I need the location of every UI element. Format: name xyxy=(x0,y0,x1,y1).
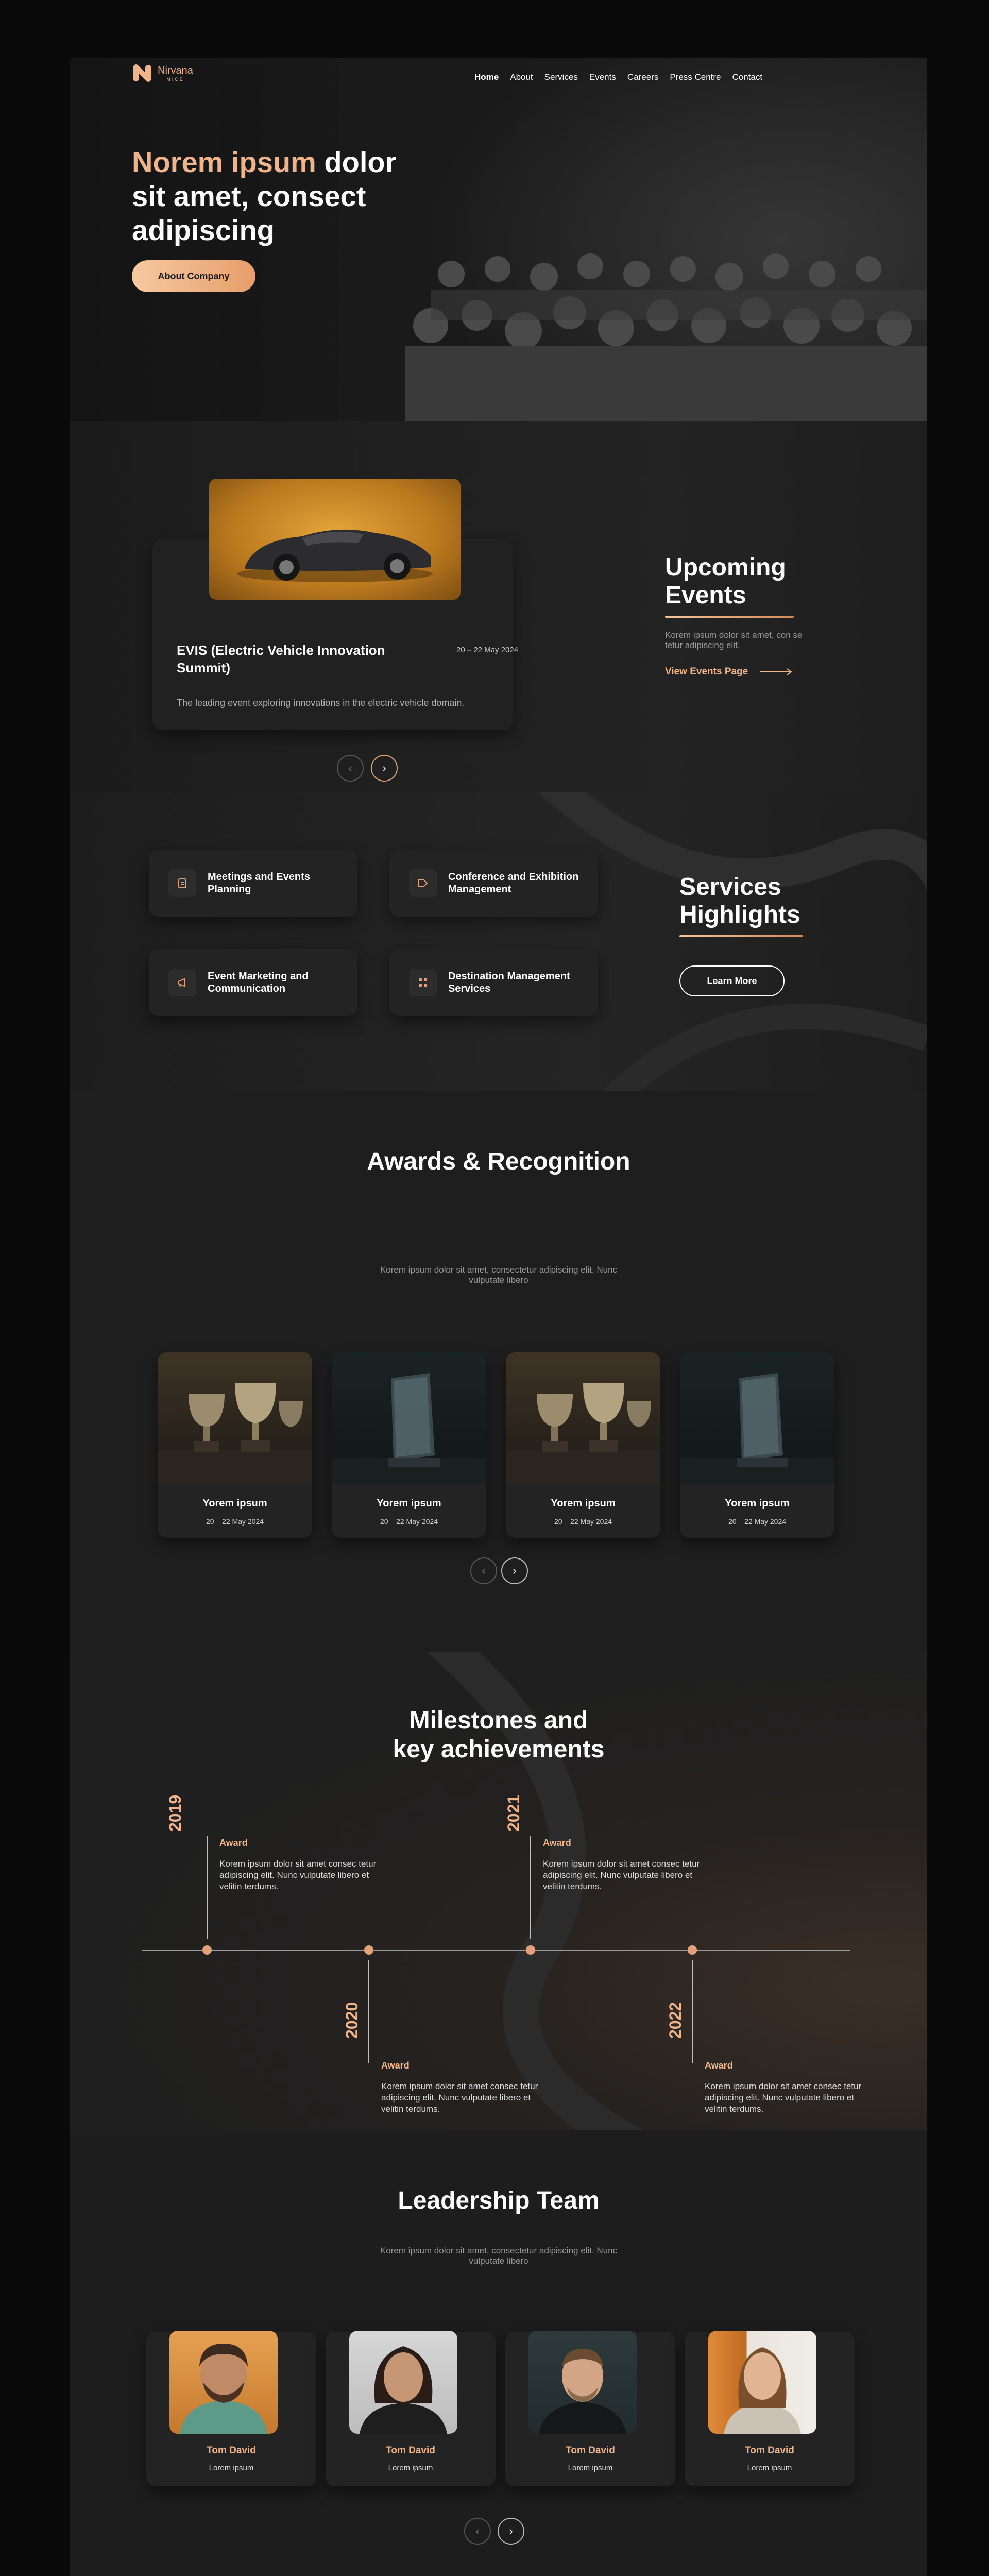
team-next-button[interactable] xyxy=(498,2518,524,2545)
nav-events[interactable]: Events xyxy=(589,72,616,82)
milestone-rule xyxy=(530,1836,531,1939)
leadership-section xyxy=(70,2130,927,2576)
awards-section xyxy=(70,1091,927,1652)
award-card[interactable] xyxy=(158,1352,312,1538)
about-company-button[interactable]: About Company xyxy=(132,260,255,292)
service-label: Destination Management Services xyxy=(448,971,570,994)
milestone-text: Korem ipsum dolor sit amet consec tetur adipiscing elit. Nunc vulputate libero et velitin terdums. xyxy=(219,1859,377,1891)
event-car-image xyxy=(209,479,461,600)
arrow-left-icon: ‹ xyxy=(348,761,352,774)
decorative-curves xyxy=(70,792,927,1091)
milestone-year: 2022 xyxy=(666,2002,685,2039)
hero-title xyxy=(132,145,396,247)
awards-next-button[interactable] xyxy=(501,1557,528,1584)
award-name: Yorem ipsum xyxy=(725,1498,790,1509)
trophies-image xyxy=(158,1352,312,1484)
hero-section xyxy=(70,58,927,421)
nirvana-logo-icon xyxy=(132,63,152,83)
events-title-underline xyxy=(665,616,794,618)
milestone-year: 2021 xyxy=(504,1794,523,1832)
timeline-dot xyxy=(526,1945,535,1955)
award-date: 20 – 22 May 2024 xyxy=(206,1517,264,1526)
team-photo xyxy=(528,2331,637,2434)
milestone-rule xyxy=(692,1960,693,2063)
nav-contact[interactable]: Contact xyxy=(732,72,763,82)
main-nav xyxy=(474,72,762,82)
service-card-destination[interactable] xyxy=(389,949,598,1016)
milestone-label: Award xyxy=(219,1838,248,1848)
award-card[interactable] xyxy=(506,1352,660,1538)
service-label: Event Marketing and Communication xyxy=(208,971,309,994)
nav-about[interactable]: About xyxy=(510,72,533,82)
award-card[interactable] xyxy=(680,1352,834,1538)
service-card-meetings[interactable] xyxy=(149,850,357,917)
leadership-subtitle: Korem ipsum dolor sit amet, consectetur adipiscing elit. Nunc vulputate libero xyxy=(380,2246,618,2266)
tag-icon xyxy=(409,869,437,897)
services-title-underline xyxy=(679,935,803,937)
milestone-year: 2020 xyxy=(343,2002,361,2039)
service-card-marketing[interactable] xyxy=(149,949,357,1016)
milestone-text: Korem ipsum dolor sit amet consec tetur adipiscing elit. Nunc vulputate libero et velitin terdums. xyxy=(543,1859,700,1891)
team-member-name: Tom David xyxy=(745,2445,794,2456)
glass-award-image xyxy=(680,1352,834,1484)
award-date: 20 – 22 May 2024 xyxy=(380,1517,438,1526)
nav-press-centre[interactable]: Press Centre xyxy=(670,72,721,82)
team-member-role: Lorem ipsum xyxy=(747,2464,792,2472)
awards-prev-button[interactable] xyxy=(470,1557,497,1584)
nav-careers[interactable]: Careers xyxy=(627,72,659,82)
event-date: 20 – 22 May 2024 xyxy=(456,646,519,654)
timeline-dot xyxy=(364,1945,373,1955)
timeline-dot xyxy=(688,1945,697,1955)
team-prev-button[interactable] xyxy=(464,2518,491,2545)
grid-icon xyxy=(409,969,437,996)
brand-name: Nirvana xyxy=(158,64,193,76)
service-card-conference[interactable] xyxy=(389,850,598,917)
arrow-left-icon: ‹ xyxy=(475,2524,480,2537)
awards-subtitle: Korem ipsum dolor sit amet, consectetur adipiscing elit. Nunc vulputate libero xyxy=(380,1265,618,1285)
team-member-name: Tom David xyxy=(207,2445,256,2456)
arrow-left-icon: ‹ xyxy=(482,1564,486,1577)
team-member-role: Lorem ipsum xyxy=(209,2464,254,2472)
hero-title-line-2: sit amet, consect xyxy=(132,180,366,212)
service-label: Meetings and Events Planning xyxy=(208,871,310,895)
milestones-title-line-2: key achievements xyxy=(393,1736,605,1763)
milestone-text: Korem ipsum dolor sit amet consec tetur adipiscing elit. Nunc vulputate libero et velitin terdums. xyxy=(381,2081,538,2114)
events-title-line-1: Upcoming xyxy=(665,554,786,581)
event-name: EVIS (Electric Vehicle Innovation Summit) xyxy=(177,642,385,675)
events-title-line-2: Events xyxy=(665,582,746,609)
events-prev-button[interactable] xyxy=(337,755,364,782)
milestone-label: Award xyxy=(543,1838,571,1848)
team-member-role: Lorem ipsum xyxy=(568,2464,613,2472)
arrow-right-icon: › xyxy=(382,761,386,774)
award-name: Yorem ipsum xyxy=(377,1498,441,1509)
award-card[interactable] xyxy=(332,1352,486,1538)
services-title-line-2: Highlights xyxy=(679,901,800,928)
team-photo xyxy=(349,2331,457,2434)
milestone-label: Award xyxy=(381,2060,410,2071)
timeline-dot xyxy=(202,1945,212,1955)
arrow-right-icon: › xyxy=(513,1564,517,1577)
view-events-link[interactable] xyxy=(665,666,793,677)
milestones-section xyxy=(70,1652,927,2130)
nav-services[interactable]: Services xyxy=(544,72,578,82)
events-next-button[interactable] xyxy=(371,755,398,782)
events-section xyxy=(70,421,927,792)
timeline-line xyxy=(142,1950,850,1951)
events-title xyxy=(665,554,786,609)
brand-logo[interactable] xyxy=(132,63,193,83)
team-photo xyxy=(708,2331,816,2434)
milestones-title xyxy=(70,1706,927,1764)
brand-sub: MICE xyxy=(166,76,184,82)
award-name: Yorem ipsum xyxy=(551,1498,616,1509)
team-member-name: Tom David xyxy=(386,2445,435,2456)
award-name: Yorem ipsum xyxy=(202,1498,267,1509)
services-title xyxy=(679,873,800,929)
milestone-year: 2019 xyxy=(166,1794,184,1832)
view-events-label: View Events Page xyxy=(665,666,748,677)
team-member-name: Tom David xyxy=(566,2445,615,2456)
milestone-rule xyxy=(368,1960,369,2063)
nav-home[interactable]: Home xyxy=(474,72,499,82)
award-date: 20 – 22 May 2024 xyxy=(554,1517,612,1526)
service-label: Conference and Exhibition Management xyxy=(448,871,579,895)
events-description: Korem ipsum dolor sit amet, con se tetur adipiscing elit. xyxy=(665,630,803,650)
milestone-rule xyxy=(207,1836,208,1939)
milestone-text: Korem ipsum dolor sit amet consec tetur adipiscing elit. Nunc vulputate libero et velitin terdums. xyxy=(705,2081,862,2114)
arrow-right-icon: › xyxy=(509,2524,513,2537)
awards-title: Awards & Recognition xyxy=(367,1148,630,1175)
hero-title-line-3: adipiscing xyxy=(132,214,275,246)
team-photo xyxy=(169,2331,278,2434)
page-frame xyxy=(70,58,927,2576)
services-title-line-1: Services xyxy=(679,873,781,901)
hero-title-rest: dolor xyxy=(324,146,397,178)
long-arrow-icon xyxy=(760,668,793,676)
clipboard-icon xyxy=(168,869,196,897)
milestone-label: Award xyxy=(705,2060,733,2071)
milestones-title-line-1: Milestones and xyxy=(409,1707,588,1734)
team-member-role: Lorem ipsum xyxy=(388,2464,433,2472)
trophies-image xyxy=(506,1352,660,1484)
leadership-title: Leadership Team xyxy=(398,2187,600,2214)
award-date: 20 – 22 May 2024 xyxy=(728,1517,787,1526)
hero-title-accent: Norem ipsum xyxy=(132,146,316,178)
services-section xyxy=(70,792,927,1091)
learn-more-button[interactable]: Learn More xyxy=(679,965,785,996)
glass-award-image xyxy=(332,1352,486,1484)
megaphone-icon xyxy=(168,969,196,996)
event-description: The leading event exploring innovations in the electric vehicle domain. xyxy=(177,698,465,708)
